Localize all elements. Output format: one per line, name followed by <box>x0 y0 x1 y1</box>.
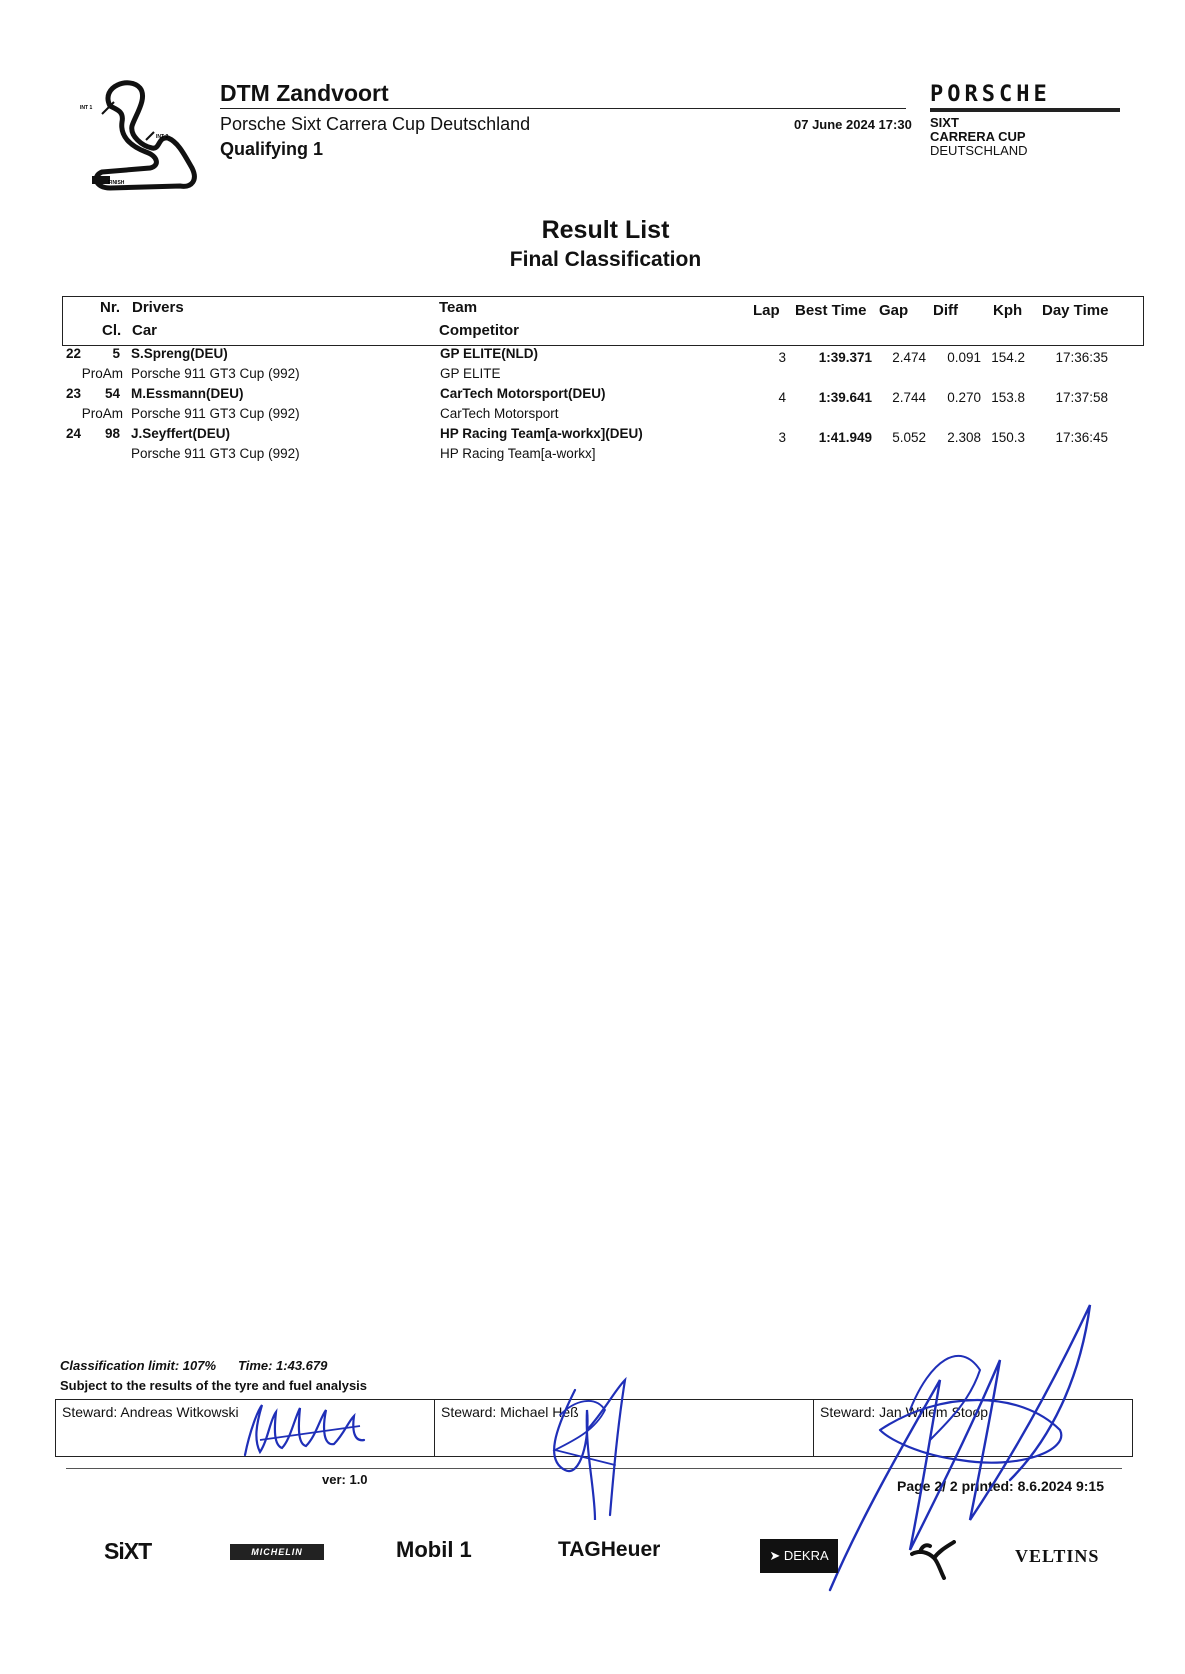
row-team: HP Racing Team[a-workx](DEU) <box>440 426 643 441</box>
header-divider <box>220 108 906 109</box>
document-title: Result List <box>541 216 670 244</box>
series-name: Porsche Sixt Carrera Cup Deutschland <box>220 114 531 134</box>
row-diff: 0.270 <box>947 390 981 405</box>
row-gap: 2.744 <box>892 390 926 405</box>
row-diff: 0.091 <box>947 350 981 365</box>
dekra-logo <box>760 1539 838 1573</box>
tagheuer-logo: TAGHeuer <box>558 1538 661 1561</box>
row-driver: S.Spreng(DEU) <box>131 346 228 361</box>
row-kph: 150.3 <box>991 430 1025 445</box>
carrera-cup-logo <box>930 116 1028 158</box>
classification-limit: Classification limit: 107% <box>60 1358 217 1373</box>
row-kph: 153.8 <box>991 390 1025 405</box>
row-car: Porsche 911 GT3 Cup (992) <box>131 446 300 461</box>
steward-1-name: Steward: Andreas Witkowski <box>62 1404 239 1420</box>
header-nr: Nr. <box>100 299 121 316</box>
dekra-chevron-icon: ➤ <box>769 1548 784 1563</box>
row-driver: J.Seyffert(DEU) <box>131 426 231 441</box>
porsche-logo-bar <box>930 108 1120 112</box>
row-kph: 154.2 <box>991 350 1025 365</box>
header-competitor: Competitor <box>439 322 519 339</box>
row-car: Porsche 911 GT3 Cup (992) <box>131 366 300 381</box>
zandvoort-track-map-icon <box>80 76 210 196</box>
header-cl: Cl. <box>102 322 122 339</box>
header-day-time: Day Time <box>1042 302 1109 319</box>
event-title: DTM Zandvoort <box>220 80 389 106</box>
row-best-time: 1:39.641 <box>818 390 872 405</box>
row-competitor: CarTech Motorsport <box>440 406 559 421</box>
steward-1-signature-icon <box>240 1400 380 1460</box>
steward-2-name: Steward: Michael Heß <box>441 1404 579 1420</box>
header-diff: Diff <box>933 302 958 319</box>
row-driver: M.Essmann(DEU) <box>131 386 244 401</box>
document-subtitle: Final Classification <box>509 248 702 271</box>
row-competitor: HP Racing Team[a-workx] <box>440 446 596 461</box>
row-best-time: 1:39.371 <box>818 350 872 365</box>
row-competitor: GP ELITE <box>440 366 501 381</box>
porsche-logo <box>930 82 1120 112</box>
row-car: Porsche 911 GT3 Cup (992) <box>131 406 300 421</box>
header-car: Car <box>132 322 158 339</box>
michelin-logo: MICHELIN <box>230 1544 324 1560</box>
row-position: 23 <box>66 386 82 401</box>
header-team: Team <box>439 299 478 316</box>
page-info: Page 2/ 2 printed: 8.6.2024 9:15 <box>897 1478 1104 1494</box>
dekra-wordmark: DEKRA <box>783 1548 829 1563</box>
track-label-finish: FINISH <box>108 180 125 186</box>
row-class: ProAm <box>81 406 123 421</box>
header-gap: Gap <box>879 302 909 319</box>
row-car-number: 98 <box>104 426 120 441</box>
header-lap: Lap <box>753 302 780 319</box>
series-logo-line2: CARRERA CUP <box>930 129 1026 144</box>
row-class: ProAm <box>81 366 123 381</box>
veltins-logo: VELTINS <box>1015 1546 1100 1566</box>
row-gap: 5.052 <box>892 430 926 445</box>
row-car-number: 5 <box>112 346 120 361</box>
row-position: 24 <box>66 426 82 441</box>
header-best-time: Best Time <box>795 302 867 319</box>
session-date-time: 07 June 2024 17:30 <box>794 117 912 132</box>
row-diff: 2.308 <box>947 430 981 445</box>
row-day-time: 17:36:45 <box>1055 430 1108 445</box>
row-day-time: 17:36:35 <box>1055 350 1108 365</box>
row-position: 22 <box>66 346 82 361</box>
steward-3-name: Steward: Jan Willem Stoop <box>820 1404 989 1420</box>
mobil1-logo: Mobil 1 <box>396 1537 472 1562</box>
series-logo-line1: SIXT <box>930 115 959 130</box>
row-lap: 4 <box>778 390 786 405</box>
subject-note: Subject to the results of the tyre and fuel analysis <box>60 1378 368 1393</box>
header-kph: Kph <box>993 302 1023 319</box>
table-row <box>0 426 1185 466</box>
table-row <box>0 386 1185 426</box>
row-lap: 3 <box>778 350 786 365</box>
header-drivers: Drivers <box>132 299 184 316</box>
sixt-logo: SiXT <box>104 1538 152 1564</box>
track-label-int2: INT 2 <box>156 134 169 140</box>
track-label-int1: INT 1 <box>80 105 93 111</box>
version-label: ver: 1.0 <box>322 1472 368 1487</box>
row-gap: 2.474 <box>892 350 926 365</box>
steward-2-signature-icon <box>535 1370 645 1520</box>
results-table-header <box>62 296 1144 346</box>
row-team: CarTech Motorsport(DEU) <box>440 386 606 401</box>
row-team: GP ELITE(NLD) <box>440 346 539 361</box>
row-day-time: 17:37:58 <box>1055 390 1108 405</box>
porsche-wordmark: PORSCHE <box>930 82 1051 107</box>
puma-logo-icon <box>910 1540 956 1580</box>
series-logo-line3: DEUTSCHLAND <box>930 143 1028 158</box>
row-best-time: 1:41.949 <box>818 430 872 445</box>
session-name: Qualifying 1 <box>220 139 324 159</box>
classification-time: Time: 1:43.679 <box>238 1358 328 1373</box>
row-car-number: 54 <box>104 386 120 401</box>
row-lap: 3 <box>778 430 786 445</box>
table-row <box>0 346 1185 386</box>
